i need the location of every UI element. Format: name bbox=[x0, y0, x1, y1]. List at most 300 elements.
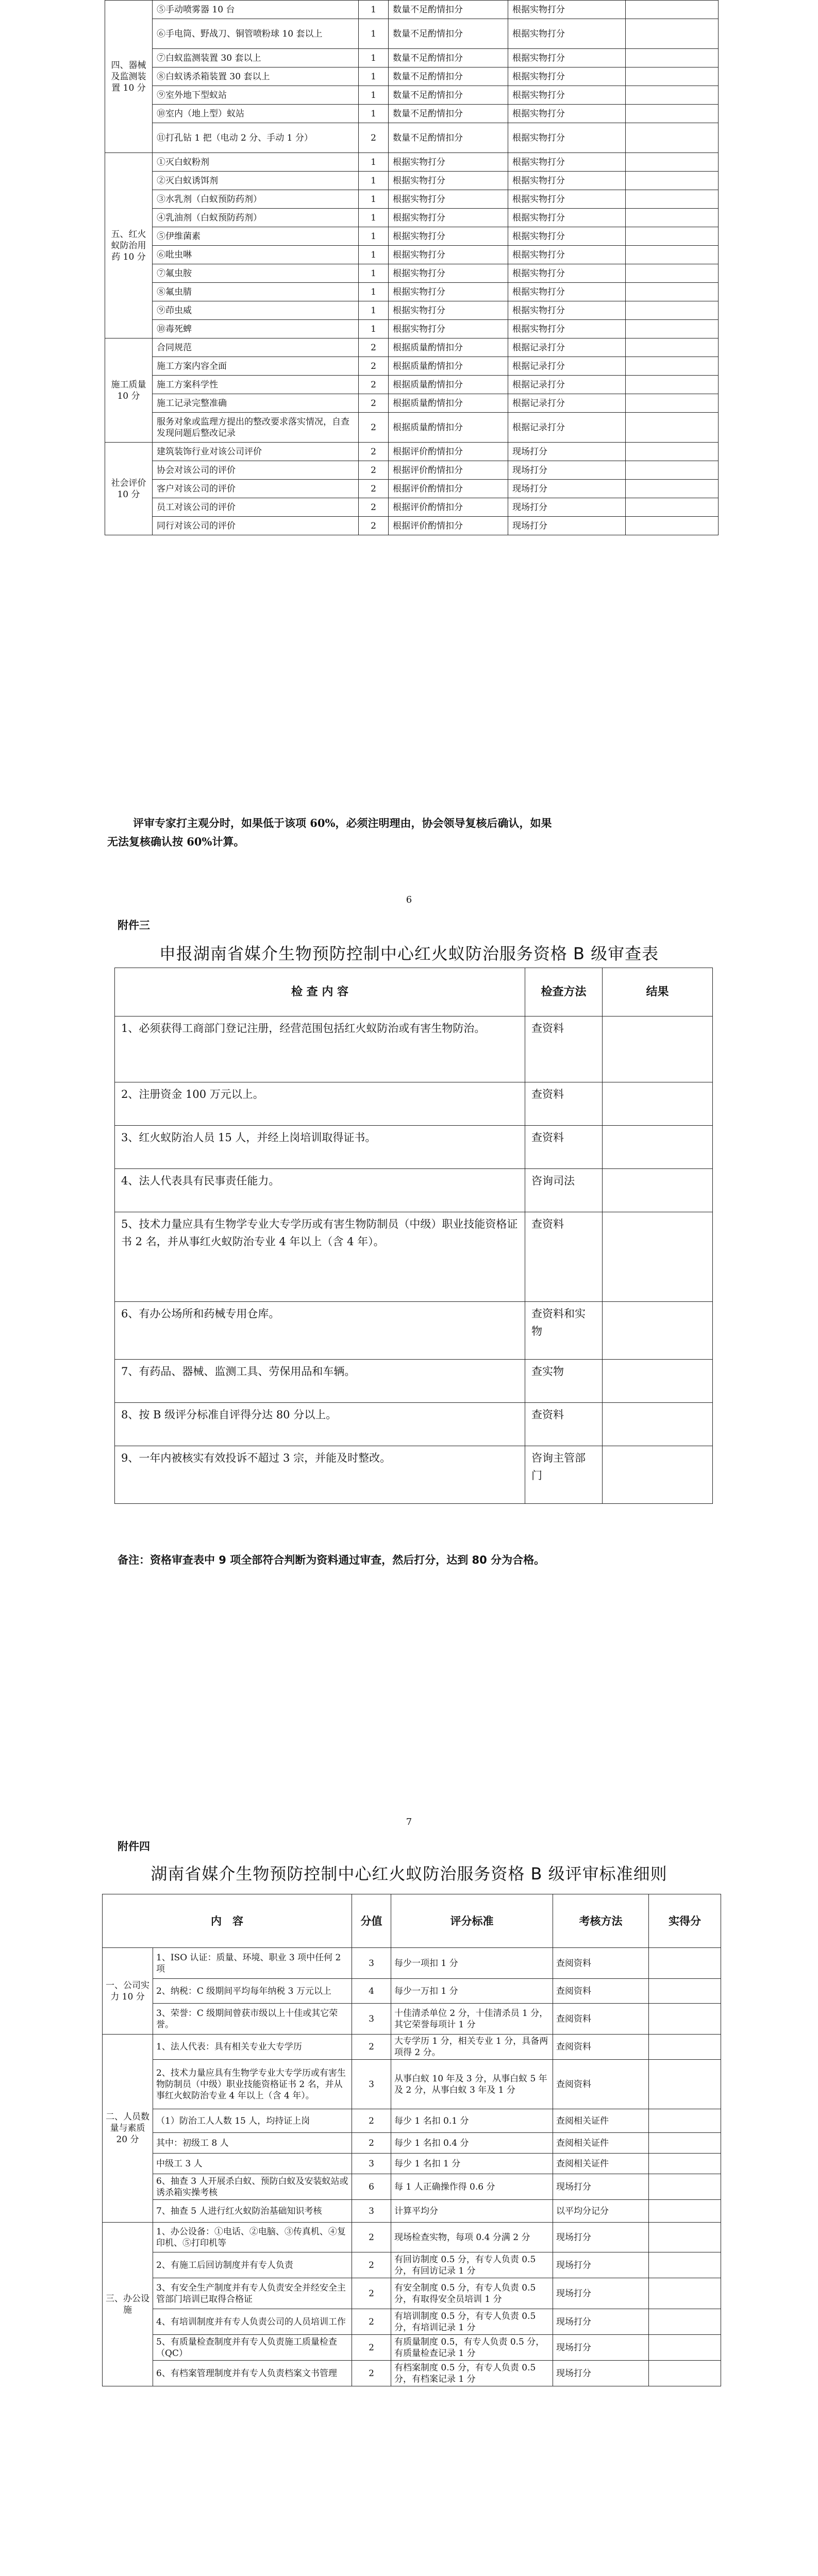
table-row bbox=[105, 357, 719, 376]
standard-cell: 每少 1 名扣 0.1 分 bbox=[391, 2109, 553, 2133]
score-cell: 2 bbox=[352, 2133, 391, 2154]
item-cell: 其中：初级工 8 人 bbox=[153, 2133, 352, 2154]
score-cell: 2 bbox=[352, 2309, 391, 2335]
result-cell bbox=[626, 320, 719, 338]
score-cell: 1 bbox=[359, 301, 389, 320]
table-row bbox=[103, 2060, 721, 2109]
method-cell: 查资料和实物 bbox=[525, 1302, 603, 1360]
method-cell: 根据记录打分 bbox=[508, 394, 626, 413]
item-cell: 5、有质量检查制度并有专人负责施工质量检查（QC） bbox=[153, 2335, 352, 2361]
score-cell: 1 bbox=[359, 227, 389, 246]
standard-cell: 从事白蚁 10 年及 3 分，从事白蚁 5 年及 2 分，从事白蚁 3 年及 1 分 bbox=[391, 2060, 553, 2109]
table-row bbox=[105, 1, 719, 19]
score-cell: 1 bbox=[359, 49, 389, 67]
score-cell: 2 bbox=[352, 2335, 391, 2361]
result-cell bbox=[626, 49, 719, 67]
item-cell: ⑨室外地下型蚁站 bbox=[153, 86, 359, 105]
method-cell: 现场打分 bbox=[553, 2174, 649, 2200]
standard-cell: 根据评价酌情扣分 bbox=[389, 517, 508, 535]
method-cell: 根据实物打分 bbox=[508, 19, 626, 49]
method-cell: 根据实物打分 bbox=[508, 67, 626, 86]
actual-score-cell bbox=[649, 2200, 721, 2223]
standard-cell: 数量不足酌情扣分 bbox=[389, 123, 508, 153]
score-cell: 2 bbox=[359, 338, 389, 357]
content-cell: 8、按 B 级评分标准自评得分达 80 分以上。 bbox=[115, 1403, 525, 1446]
method-cell: 现场打分 bbox=[508, 517, 626, 535]
table-row bbox=[115, 1403, 713, 1446]
standard-cell: 根据质量酌情扣分 bbox=[389, 357, 508, 376]
score-cell: 1 bbox=[359, 105, 389, 123]
score-cell: 1 bbox=[359, 246, 389, 264]
table-row bbox=[103, 1979, 721, 2004]
standard-cell: 有安全制度 0.5 分，有专人负责 0.5 分，有取得安全员培训 1 分 bbox=[391, 2278, 553, 2309]
standard-cell: 十佳清杀单位 2 分，十佳清杀员 1 分，其它荣誉每项计 1 分 bbox=[391, 2004, 553, 2035]
actual-score-cell bbox=[649, 2174, 721, 2200]
standard-cell: 根据实物打分 bbox=[389, 264, 508, 283]
qualification-note: 备注：资格审查表中 9 项全部符合判断为资料通过审查，然后打分，达到 80 分为合格。 bbox=[118, 1554, 545, 1566]
score-cell: 2 bbox=[359, 123, 389, 153]
result-cell bbox=[626, 172, 719, 190]
method-cell: 查资料 bbox=[525, 1016, 603, 1082]
standard-cell: 有质量制度 0.5，有专人负责 0.5 分，有质量检查记录 1 分 bbox=[391, 2335, 553, 2361]
method-cell: 根据实物打分 bbox=[508, 283, 626, 301]
actual-score-cell bbox=[649, 2252, 721, 2278]
method-cell: 根据实物打分 bbox=[508, 49, 626, 67]
item-cell: 协会对该公司的评价 bbox=[153, 461, 359, 480]
item-cell: ⑪打孔钻 1 把（电动 2 分、手动 1 分） bbox=[153, 123, 359, 153]
review-footnote bbox=[107, 814, 721, 851]
actual-score-cell bbox=[649, 2223, 721, 2252]
item-cell: 3、有安全生产制度并有专人负责安全并经安全主管部门培训已取得合格证 bbox=[153, 2278, 352, 2309]
group-label: 二、人员数量与素质 20 分 bbox=[103, 2035, 153, 2223]
result-cell bbox=[626, 376, 719, 394]
table-row bbox=[115, 1446, 713, 1504]
standard-cell: 有培训制度 0.5 分，有专人负责 0.5 分，有培训记录 1 分 bbox=[391, 2309, 553, 2335]
standard-cell: 根据评价酌情扣分 bbox=[389, 443, 508, 461]
header-result: 结果 bbox=[603, 968, 713, 1016]
score-cell: 1 bbox=[359, 1, 389, 19]
table-row bbox=[115, 1302, 713, 1360]
table-row bbox=[105, 246, 719, 264]
result-cell bbox=[626, 413, 719, 443]
table-row bbox=[103, 1948, 721, 1979]
table-row bbox=[105, 301, 719, 320]
standard-cell: 计算平均分 bbox=[391, 2200, 553, 2223]
standard-cell: 每 1 人正确操作得 0.6 分 bbox=[391, 2174, 553, 2200]
score-cell: 3 bbox=[352, 1948, 391, 1979]
method-cell: 咨询司法 bbox=[525, 1169, 603, 1212]
item-cell: 3、荣誉：C 级期间曾获市级以上十佳或其它荣誉。 bbox=[153, 2004, 352, 2035]
group-label: 一、公司实力 10 分 bbox=[103, 1948, 153, 2035]
result-cell bbox=[626, 498, 719, 517]
qualification-table bbox=[114, 968, 713, 1504]
actual-score-cell bbox=[649, 2133, 721, 2154]
item-cell: （1）防治工人人数 15 人，均持证上岗 bbox=[153, 2109, 352, 2133]
item-cell: 中级工 3 人 bbox=[153, 2154, 352, 2174]
item-cell: 2、纳税：C 级期间平均每年纳税 3 万元以上 bbox=[153, 1979, 352, 2004]
method-cell: 现场打分 bbox=[553, 2361, 649, 2386]
table-row bbox=[105, 105, 719, 123]
item-cell: 服务对象或监理方提出的整改要求落实情况，自查发现问题后整改记录 bbox=[153, 413, 359, 443]
method-cell: 根据实物打分 bbox=[508, 209, 626, 227]
item-cell: 同行对该公司的评价 bbox=[153, 517, 359, 535]
method-cell: 根据实物打分 bbox=[508, 105, 626, 123]
table-row bbox=[103, 2109, 721, 2133]
score-cell: 2 bbox=[359, 376, 389, 394]
result-cell bbox=[603, 1403, 713, 1446]
standard-cell: 每少 1 名扣 0.4 分 bbox=[391, 2133, 553, 2154]
result-cell bbox=[626, 246, 719, 264]
item-cell: 施工方案科学性 bbox=[153, 376, 359, 394]
group-label: 施工质量 10 分 bbox=[105, 338, 153, 443]
item-cell: 建筑装饰行业对该公司评价 bbox=[153, 443, 359, 461]
score-cell: 3 bbox=[352, 2004, 391, 2035]
standard-cell: 根据实物打分 bbox=[389, 209, 508, 227]
standard-cell: 现场检查实物，每项 0.4 分满 2 分 bbox=[391, 2223, 553, 2252]
item-cell: ⑩室内（地上型）蚁站 bbox=[153, 105, 359, 123]
item-cell: ⑤伊维菌素 bbox=[153, 227, 359, 246]
standard-cell: 根据评价酌情扣分 bbox=[389, 480, 508, 498]
standard-cell: 根据实物打分 bbox=[389, 246, 508, 264]
table-row bbox=[105, 413, 719, 443]
table-row bbox=[115, 1212, 713, 1302]
method-cell: 现场打分 bbox=[553, 2335, 649, 2361]
content-cell: 4、法人代表具有民事责任能力。 bbox=[115, 1169, 525, 1212]
standard-cell: 根据实物打分 bbox=[389, 320, 508, 338]
method-cell: 查资料 bbox=[525, 1212, 603, 1302]
score-cell: 1 bbox=[359, 19, 389, 49]
score-cell: 2 bbox=[359, 517, 389, 535]
table-row bbox=[105, 123, 719, 153]
result-cell bbox=[626, 357, 719, 376]
result-cell bbox=[626, 264, 719, 283]
content-cell: 1、必须获得工商部门登记注册，经营范围包括红火蚁防治或有害生物防治。 bbox=[115, 1016, 525, 1082]
table-row bbox=[105, 49, 719, 67]
table-row bbox=[105, 227, 719, 246]
result-cell bbox=[626, 153, 719, 172]
score-cell: 2 bbox=[359, 357, 389, 376]
table-row bbox=[105, 153, 719, 172]
result-cell bbox=[626, 227, 719, 246]
method-cell: 查资料 bbox=[525, 1126, 603, 1169]
actual-score-cell bbox=[649, 2060, 721, 2109]
score-cell: 6 bbox=[352, 2174, 391, 2200]
standard-cell: 每少一项扣 1 分 bbox=[391, 1948, 553, 1979]
method-cell: 根据实物打分 bbox=[508, 227, 626, 246]
table-row bbox=[103, 2278, 721, 2309]
item-cell: ③水乳剂（白蚁预防药剂） bbox=[153, 190, 359, 209]
table-row bbox=[103, 2361, 721, 2386]
result-cell bbox=[626, 67, 719, 86]
score-cell: 2 bbox=[352, 2109, 391, 2133]
score-cell: 2 bbox=[359, 394, 389, 413]
annex-label: 附件四 bbox=[118, 1840, 150, 1853]
result-cell bbox=[626, 443, 719, 461]
method-cell: 现场打分 bbox=[508, 498, 626, 517]
method-cell: 根据记录打分 bbox=[508, 357, 626, 376]
item-cell: 1、ISO 认证：质量、环境、职业 3 项中任何 2 项 bbox=[153, 1948, 352, 1979]
table-row bbox=[103, 2223, 721, 2252]
table-row bbox=[105, 67, 719, 86]
score-cell: 1 bbox=[359, 209, 389, 227]
review-footnote-line2: 无法复核确认按 60%计算。 bbox=[107, 835, 245, 848]
item-cell: 2、有施工后回访制度并有专人负责 bbox=[153, 2252, 352, 2278]
result-cell bbox=[626, 123, 719, 153]
method-cell: 根据记录打分 bbox=[508, 338, 626, 357]
method-cell: 根据实物打分 bbox=[508, 153, 626, 172]
result-cell bbox=[626, 19, 719, 49]
method-cell: 查阅相关证件 bbox=[553, 2109, 649, 2133]
item-cell: ⑦白蚁监测装置 30 套以上 bbox=[153, 49, 359, 67]
method-cell: 查阅资料 bbox=[553, 1948, 649, 1979]
score-cell: 2 bbox=[359, 498, 389, 517]
method-cell: 查阅资料 bbox=[553, 2060, 649, 2109]
standard-cell: 大专学历 1 分，相关专业 1 分，具备两项得 2 分。 bbox=[391, 2035, 553, 2060]
item-cell: ②灭白蚁诱饵剂 bbox=[153, 172, 359, 190]
group-label: 五、红火蚁防治用药 10 分 bbox=[105, 153, 153, 338]
header-method: 检查方法 bbox=[525, 968, 603, 1016]
table-row bbox=[105, 498, 719, 517]
score-cell: 1 bbox=[359, 153, 389, 172]
score-cell: 1 bbox=[359, 283, 389, 301]
actual-score-cell bbox=[649, 2004, 721, 2035]
standard-cell: 有回访制度 0.5 分，有专人负责 0.5 分，有回访记录 1 分 bbox=[391, 2252, 553, 2278]
table-row bbox=[105, 283, 719, 301]
method-cell: 查阅资料 bbox=[553, 2035, 649, 2060]
result-cell bbox=[603, 1212, 713, 1302]
content-cell: 7、有药品、器械、监测工具、劳保用品和车辆。 bbox=[115, 1360, 525, 1403]
item-cell: ⑦氟虫胺 bbox=[153, 264, 359, 283]
method-cell: 根据实物打分 bbox=[508, 172, 626, 190]
table-row bbox=[105, 480, 719, 498]
result-cell bbox=[626, 338, 719, 357]
standard-cell: 根据实物打分 bbox=[389, 283, 508, 301]
table-row bbox=[103, 2335, 721, 2361]
standard-cell: 每少一万扣 1 分 bbox=[391, 1979, 553, 2004]
table-row bbox=[115, 1360, 713, 1403]
result-cell bbox=[603, 1082, 713, 1126]
review-footnote-line1: 评审专家打主观分时，如果低于该项 60%，必须注明理由，协会领导复核后确认，如果 bbox=[133, 817, 552, 829]
table-row bbox=[103, 2174, 721, 2200]
item-cell: ⑩毒死蜱 bbox=[153, 320, 359, 338]
result-cell bbox=[626, 480, 719, 498]
standard-cell: 数量不足酌情扣分 bbox=[389, 67, 508, 86]
standard-cell: 根据评价酌情扣分 bbox=[389, 498, 508, 517]
score-cell: 2 bbox=[352, 2252, 391, 2278]
method-cell: 根据实物打分 bbox=[508, 246, 626, 264]
content-cell: 6、有办公场所和药械专用仓库。 bbox=[115, 1302, 525, 1360]
standard-cell: 有档案制度 0.5 分，有专人负责 0.5 分，有档案记录 1 分 bbox=[391, 2361, 553, 2386]
result-cell bbox=[626, 1, 719, 19]
score-cell: 2 bbox=[352, 2278, 391, 2309]
table-row bbox=[103, 2309, 721, 2335]
header-method: 考核方法 bbox=[553, 1894, 649, 1948]
method-cell: 根据实物打分 bbox=[508, 301, 626, 320]
standard-cell: 根据质量酌情扣分 bbox=[389, 338, 508, 357]
standard-cell: 每少 1 名扣 1 分 bbox=[391, 2154, 553, 2174]
item-cell: 4、有培训制度并有专人负责公司的人员培训工作 bbox=[153, 2309, 352, 2335]
method-cell: 现场打分 bbox=[508, 461, 626, 480]
score-cell: 1 bbox=[359, 172, 389, 190]
table-row bbox=[105, 264, 719, 283]
method-cell: 根据记录打分 bbox=[508, 413, 626, 443]
method-cell: 现场打分 bbox=[553, 2278, 649, 2309]
header-content: 内 容 bbox=[103, 1894, 352, 1948]
table-row bbox=[105, 394, 719, 413]
item-cell: 施工方案内容全面 bbox=[153, 357, 359, 376]
standard-cell: 根据实物打分 bbox=[389, 153, 508, 172]
item-cell: 员工对该公司的评价 bbox=[153, 498, 359, 517]
table-row bbox=[105, 338, 719, 357]
score-cell: 2 bbox=[359, 480, 389, 498]
standard-cell: 根据实物打分 bbox=[389, 172, 508, 190]
standard-cell: 数量不足酌情扣分 bbox=[389, 86, 508, 105]
result-cell bbox=[603, 1302, 713, 1360]
method-cell: 根据实物打分 bbox=[508, 264, 626, 283]
score-cell: 3 bbox=[352, 2200, 391, 2223]
item-cell: ⑧氟虫腈 bbox=[153, 283, 359, 301]
method-cell: 查阅资料 bbox=[553, 1979, 649, 2004]
standard-cell: 根据质量酌情扣分 bbox=[389, 376, 508, 394]
table-row bbox=[105, 209, 719, 227]
result-cell bbox=[603, 1446, 713, 1504]
method-cell: 根据实物打分 bbox=[508, 1, 626, 19]
table-row bbox=[103, 2200, 721, 2223]
scoring-table bbox=[105, 0, 719, 535]
method-cell: 现场打分 bbox=[553, 2252, 649, 2278]
method-cell: 咨询主管部门 bbox=[525, 1446, 603, 1504]
content-cell: 3、红火蚁防治人员 15 人，并经上岗培训取得证书。 bbox=[115, 1126, 525, 1169]
score-cell: 3 bbox=[352, 2154, 391, 2174]
annex-label: 附件三 bbox=[118, 919, 150, 931]
score-cell: 1 bbox=[359, 264, 389, 283]
table-row bbox=[115, 1082, 713, 1126]
method-cell: 查实物 bbox=[525, 1360, 603, 1403]
result-cell bbox=[603, 1126, 713, 1169]
item-cell: ⑧白蚁诱杀箱装置 30 套以上 bbox=[153, 67, 359, 86]
result-cell bbox=[603, 1169, 713, 1212]
page-number: 6 bbox=[406, 894, 412, 905]
header-content: 检 查 内 容 bbox=[115, 968, 525, 1016]
method-cell: 现场打分 bbox=[508, 480, 626, 498]
table-row bbox=[105, 190, 719, 209]
content-cell: 9、一年内被核实有效投诉不超过 3 宗，并能及时整改。 bbox=[115, 1446, 525, 1504]
method-cell: 根据记录打分 bbox=[508, 376, 626, 394]
result-cell bbox=[626, 394, 719, 413]
table-row bbox=[103, 2154, 721, 2174]
score-cell: 2 bbox=[359, 443, 389, 461]
table-row bbox=[103, 2252, 721, 2278]
score-cell: 2 bbox=[352, 2223, 391, 2252]
method-cell: 查资料 bbox=[525, 1082, 603, 1126]
item-cell: 1、办公设备：①电话、②电脑、③传真机、④复印机、⑤打印机等 bbox=[153, 2223, 352, 2252]
standard-cell: 根据质量酌情扣分 bbox=[389, 413, 508, 443]
result-cell bbox=[626, 86, 719, 105]
result-cell bbox=[626, 283, 719, 301]
result-cell bbox=[626, 461, 719, 480]
method-cell: 根据实物打分 bbox=[508, 123, 626, 153]
standard-cell: 根据质量酌情扣分 bbox=[389, 394, 508, 413]
header-actual: 实得分 bbox=[649, 1894, 721, 1948]
result-cell bbox=[626, 190, 719, 209]
group-label: 三、办公设施 bbox=[103, 2223, 153, 2386]
table-row bbox=[105, 19, 719, 49]
item-cell: 施工记录完整准确 bbox=[153, 394, 359, 413]
table-row bbox=[105, 517, 719, 535]
method-cell: 查阅资料 bbox=[553, 2004, 649, 2035]
method-cell: 根据实物打分 bbox=[508, 86, 626, 105]
table-row bbox=[103, 2004, 721, 2035]
method-cell: 根据实物打分 bbox=[508, 190, 626, 209]
page-number: 7 bbox=[406, 1817, 412, 1827]
score-cell: 1 bbox=[359, 320, 389, 338]
table-row bbox=[103, 2035, 721, 2060]
content-cell: 5、技术力量应具有生物学专业大专学历或有害生物防制员（中级）职业技能资格证书 2 名，并从事红火蚁防治专业 4 年以上（含 4 年）。 bbox=[115, 1212, 525, 1302]
method-cell: 根据实物打分 bbox=[508, 320, 626, 338]
method-cell: 查资料 bbox=[525, 1403, 603, 1446]
score-cell: 2 bbox=[352, 2035, 391, 2060]
actual-score-cell bbox=[649, 2361, 721, 2386]
table-row bbox=[103, 2133, 721, 2154]
item-cell: ①灭白蚁粉剂 bbox=[153, 153, 359, 172]
item-cell: ⑤手动喷雾器 10 台 bbox=[153, 1, 359, 19]
table-row bbox=[115, 1126, 713, 1169]
criteria-table bbox=[102, 1894, 721, 2386]
table-row bbox=[105, 443, 719, 461]
method-cell: 现场打分 bbox=[553, 2223, 649, 2252]
method-cell: 现场打分 bbox=[553, 2309, 649, 2335]
table-row bbox=[115, 1169, 713, 1212]
standard-cell: 数量不足酌情扣分 bbox=[389, 1, 508, 19]
actual-score-cell bbox=[649, 2278, 721, 2309]
result-cell bbox=[603, 1016, 713, 1082]
item-cell: 7、抽查 5 人进行红火蚁防治基础知识考核 bbox=[153, 2200, 352, 2223]
table-row bbox=[105, 172, 719, 190]
score-cell: 3 bbox=[352, 2060, 391, 2109]
item-cell: 6、抽查 3 人开展杀白蚁、预防白蚁及安装蚁站或诱杀箱实操考核 bbox=[153, 2174, 352, 2200]
table-row bbox=[105, 86, 719, 105]
method-cell: 以平均分记分 bbox=[553, 2200, 649, 2223]
group-label: 四、器械及监测装置 10 分 bbox=[105, 1, 153, 153]
table-row bbox=[105, 376, 719, 394]
score-cell: 1 bbox=[359, 190, 389, 209]
actual-score-cell bbox=[649, 2335, 721, 2361]
method-cell: 查阅相关证件 bbox=[553, 2154, 649, 2174]
header-standard: 评分标准 bbox=[391, 1894, 553, 1948]
group-label: 社会评价 10 分 bbox=[105, 443, 153, 535]
item-cell: ⑥吡虫啉 bbox=[153, 246, 359, 264]
score-cell: 2 bbox=[359, 461, 389, 480]
item-cell: 合同规范 bbox=[153, 338, 359, 357]
item-cell: ⑥手电筒、野战刀、铜管喷粉球 10 套以上 bbox=[153, 19, 359, 49]
standard-cell: 数量不足酌情扣分 bbox=[389, 105, 508, 123]
item-cell: 2、技术力量应具有生物学专业大专学历或有害生物防制员（中级）职业技能资格证书 2 名，并从事红火蚁防治专业 4 年以上（含 4 年）。 bbox=[153, 2060, 352, 2109]
actual-score-cell bbox=[649, 2309, 721, 2335]
standard-cell: 根据实物打分 bbox=[389, 190, 508, 209]
score-cell: 4 bbox=[352, 1979, 391, 2004]
actual-score-cell bbox=[649, 2035, 721, 2060]
actual-score-cell bbox=[649, 1979, 721, 2004]
standard-cell: 数量不足酌情扣分 bbox=[389, 49, 508, 67]
page-title: 湖南省媒介生物预防控制中心红火蚁防治服务资格 B 级评审标准细则 bbox=[151, 1864, 667, 1884]
method-cell: 现场打分 bbox=[508, 443, 626, 461]
result-cell bbox=[626, 517, 719, 535]
item-cell: ④乳油剂（白蚁预防药剂） bbox=[153, 209, 359, 227]
table-row bbox=[115, 1016, 713, 1082]
item-cell: 6、有档案管理制度并有专人负责档案文书管理 bbox=[153, 2361, 352, 2386]
item-cell: 1、法人代表：具有相关专业大专学历 bbox=[153, 2035, 352, 2060]
table-row bbox=[105, 320, 719, 338]
